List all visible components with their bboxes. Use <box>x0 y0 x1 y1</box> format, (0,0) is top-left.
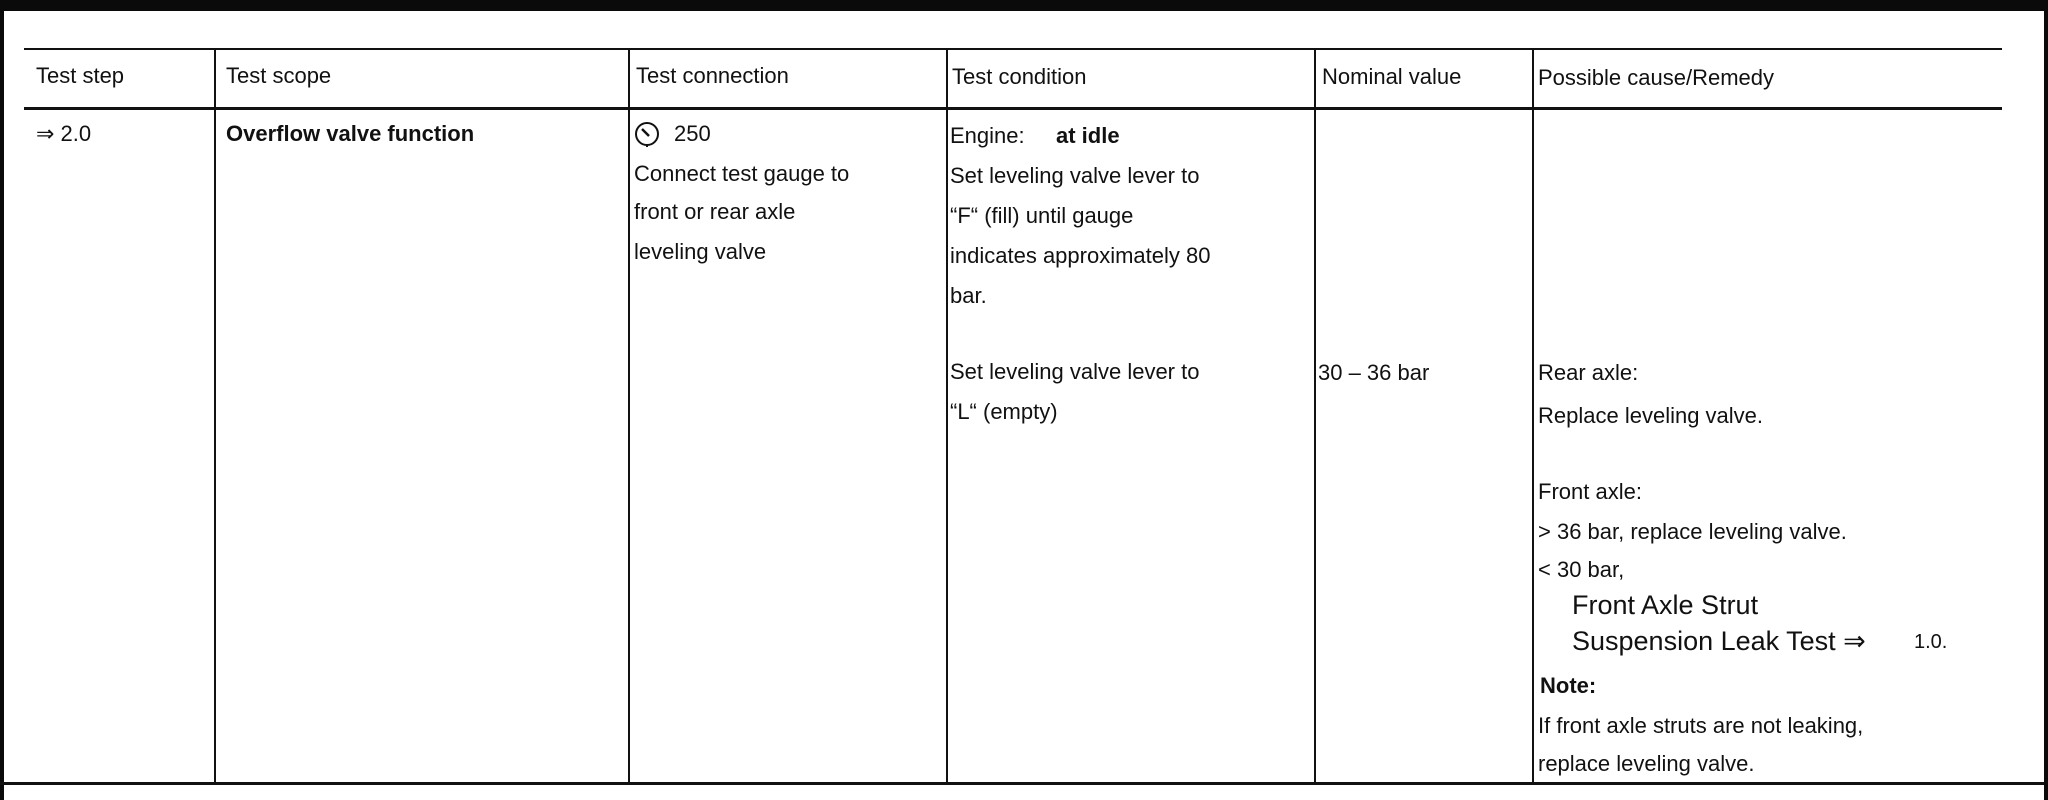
header-test-step: Test step <box>36 63 125 88</box>
condition-line-3: indicates approximately 80 <box>950 243 1211 268</box>
connection-line-3: leveling valve <box>634 239 767 264</box>
header-test-scope: Test scope <box>226 63 332 88</box>
col-divider-5 <box>1532 48 1534 783</box>
col-divider-1 <box>214 48 216 783</box>
header-possible-cause: Possible cause/Remedy <box>1538 65 1775 90</box>
front-axle-label: Front axle: <box>1538 479 1642 504</box>
col-divider-4 <box>1314 48 1316 783</box>
page-left-border <box>0 0 4 800</box>
front-axle-low: < 30 bar, <box>1538 557 1625 582</box>
rear-axle-action: Replace leveling valve. <box>1538 403 1764 428</box>
col-divider-2 <box>628 48 630 783</box>
table-top-rule <box>24 48 2002 50</box>
condition-line-1: Set leveling valve lever to <box>950 163 1200 188</box>
condition-line-6: “L“ (empty) <box>950 399 1058 424</box>
test-step-value: ⇒ 2.0 <box>36 121 92 146</box>
gauge-icon <box>634 121 660 147</box>
connection-line-2: front or rear axle <box>634 199 796 224</box>
engine-label: Engine: <box>950 123 1025 148</box>
connection-line-1: Connect test gauge to <box>634 161 850 186</box>
page-top-border <box>0 0 2048 11</box>
condition-line-5: Set leveling valve lever to <box>950 359 1200 384</box>
header-test-condition: Test condition <box>952 64 1087 89</box>
note-line-2: replace leveling valve. <box>1538 751 1755 776</box>
note-line-1: If front axle struts are not leaking, <box>1538 713 1864 738</box>
page-right-border <box>2044 0 2048 800</box>
test-scope-value: Overflow valve function <box>226 121 475 146</box>
header-bottom-rule <box>24 107 2002 110</box>
reference-target-link[interactable]: 1.0. <box>1914 631 1948 653</box>
header-test-connection: Test connection <box>636 63 789 88</box>
rear-axle-label: Rear axle: <box>1538 360 1639 385</box>
note-label: Note: <box>1540 673 1597 698</box>
condition-line-4: bar. <box>950 283 987 308</box>
table-bottom-rule <box>0 782 2044 785</box>
col-divider-3 <box>946 48 948 783</box>
reference-line-2: Suspension Leak Test ⇒ <box>1572 626 1866 656</box>
reference-line-1: Front Axle Strut <box>1572 590 1759 620</box>
nominal-value: 30 – 36 bar <box>1318 360 1430 385</box>
engine-value: at idle <box>1056 123 1120 148</box>
tool-number: 250 <box>674 121 711 146</box>
header-nominal-value: Nominal value <box>1322 64 1462 89</box>
condition-line-2: “F“ (fill) until gauge <box>950 203 1134 228</box>
front-axle-high: > 36 bar, replace leveling valve. <box>1538 519 1847 544</box>
